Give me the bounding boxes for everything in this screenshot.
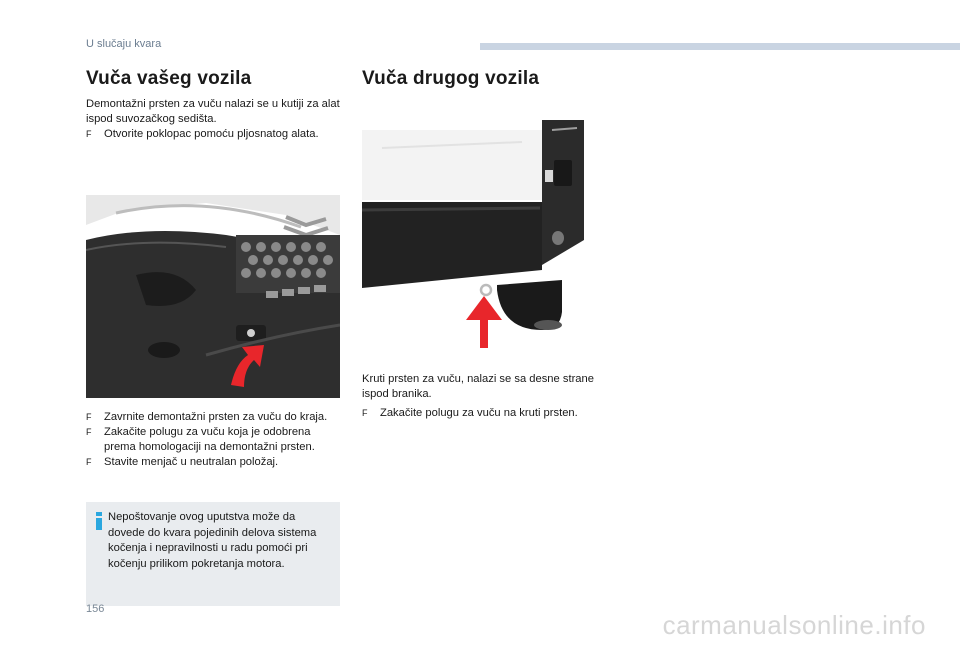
bullet-item: F Zakačite polugu za vuču na kruti prsten. <box>362 407 578 419</box>
footer-watermark: carmanualsonline.info <box>662 610 926 640</box>
right-caption: Kruti prsten za vuču, nalazi se sa desne strane ispod branika. <box>362 373 594 400</box>
right-heading: Vuča drugog vozila <box>362 68 540 89</box>
left-bullets-top <box>86 127 342 142</box>
left-bullets-bottom <box>86 410 342 470</box>
left-intro: Demontažni prsten za vuču nalazi se u kutiji za alat ispod suvozačkog sedišta. <box>86 98 340 125</box>
left-heading: Vuča vašeg vozila <box>86 68 252 89</box>
page-number: 156 <box>86 603 105 615</box>
bullet-glyph: F <box>86 129 92 139</box>
bullet-item: F Stavite menjač u neutralan položaj. <box>86 456 279 468</box>
bullet-item: F Zavrnite demontažni prsten za vuču do kraja. <box>86 411 328 423</box>
header-bar <box>480 43 960 50</box>
rear-bumper-image <box>362 120 584 348</box>
note-text: Nepoštovanje ovog uputstva može da dovede do kvara pojedinih delova sistema kočenja i nepravilnosti u radu pomoći pri kočenju prilikom pokretanja motora. <box>108 511 317 570</box>
bullet-item: F Zakačite polugu za vuču koja je odobrena prema homologaciji na demontažni prsten. <box>86 426 315 453</box>
bullet-item: F Otvorite poklopac pomoću pljosnatog alata. <box>86 128 319 140</box>
front-bumper-image <box>86 195 340 398</box>
info-icon <box>94 512 104 530</box>
right-bullets <box>362 406 622 421</box>
section-title: U slučaju kvara <box>86 38 162 50</box>
warning-note <box>86 502 340 606</box>
